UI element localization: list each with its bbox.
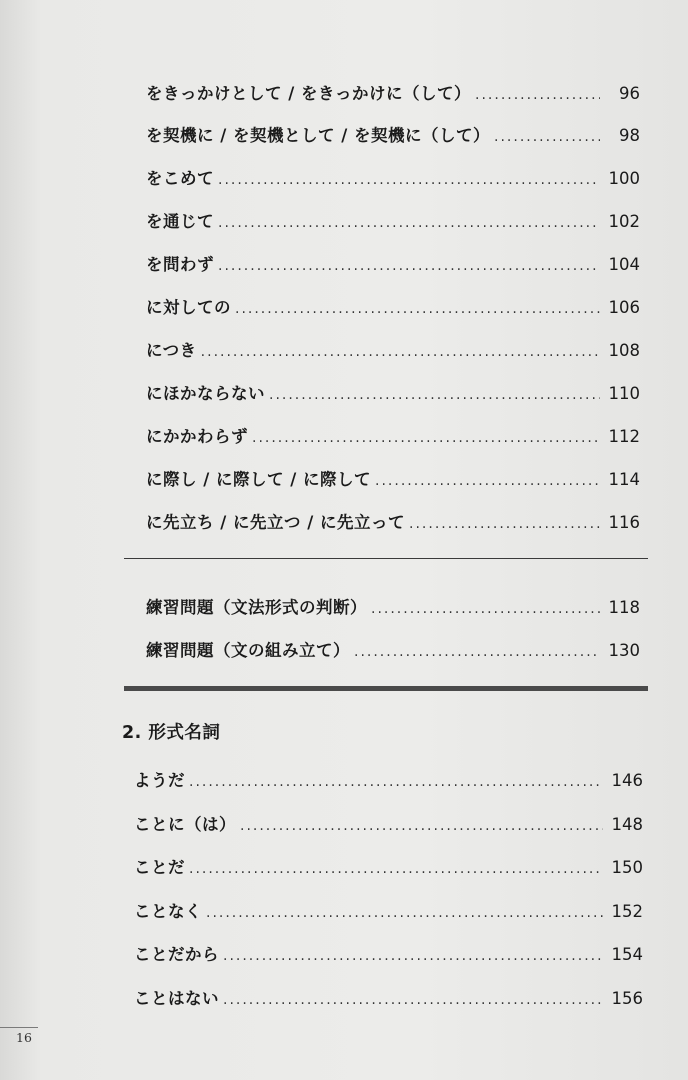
toc-entry-label: ことだから xyxy=(134,945,219,964)
section-divider xyxy=(124,558,648,559)
toc-entry-label: ことなく xyxy=(134,902,202,921)
section-heading: 2. 形式名詞 xyxy=(122,723,221,743)
dot-leader xyxy=(409,516,600,532)
toc-entry-page: 156 xyxy=(611,989,643,1008)
dot-leader xyxy=(206,905,603,921)
toc-entry-page: 108 xyxy=(608,341,640,360)
dot-leader xyxy=(371,601,600,617)
toc-entry-page: 152 xyxy=(611,902,643,921)
dot-leader xyxy=(494,129,600,145)
toc-entry xyxy=(134,767,643,791)
footer-rule xyxy=(0,1027,38,1028)
page-number: 16 xyxy=(16,1030,32,1045)
toc-entry-label: ことに（は） xyxy=(134,815,236,834)
toc-entry xyxy=(146,208,640,232)
toc-entry xyxy=(146,80,640,104)
toc-entry-page: 100 xyxy=(608,169,640,188)
toc-entry-label: に先立ち / に先立つ / に先立って xyxy=(146,513,406,532)
toc-entry xyxy=(146,594,640,618)
dot-leader xyxy=(475,87,600,103)
dot-leader xyxy=(201,344,600,360)
toc-entry-page: 150 xyxy=(611,858,643,877)
toc-entry xyxy=(146,423,640,447)
toc-entry-label: にかかわらず xyxy=(146,427,248,446)
toc-entry xyxy=(134,941,643,965)
toc-entry-label: を通じて xyxy=(146,212,214,231)
toc-entry-page: 116 xyxy=(608,513,640,532)
dot-leader xyxy=(240,818,603,834)
dot-leader xyxy=(269,387,600,403)
toc-entry xyxy=(146,337,640,361)
toc-entry-label: 練習問題（文の組み立て） xyxy=(146,641,350,660)
toc-entry-page: 114 xyxy=(608,470,640,489)
toc-entry-label: ことだ xyxy=(134,858,185,877)
toc-entry-page: 146 xyxy=(611,771,643,790)
dot-leader xyxy=(218,172,600,188)
toc-entry-page: 118 xyxy=(608,598,640,617)
dot-leader xyxy=(354,644,600,660)
toc-entry xyxy=(134,985,643,1009)
toc-entry xyxy=(146,294,640,318)
toc-entry xyxy=(146,251,640,275)
dot-leader xyxy=(189,774,603,790)
toc-entry-label: をきっかけとして / をきっかけに（して） xyxy=(146,84,472,103)
dot-leader xyxy=(189,861,603,877)
toc-entry-page: 98 xyxy=(619,126,640,145)
dot-leader xyxy=(223,992,603,1008)
toc-entry-page: 110 xyxy=(608,384,640,403)
toc-entry-label: ことはない xyxy=(134,989,219,1008)
dot-leader xyxy=(218,215,600,231)
dot-leader xyxy=(223,948,603,964)
toc-entry-page: 112 xyxy=(608,427,640,446)
dot-leader xyxy=(252,430,600,446)
dot-leader xyxy=(218,258,600,274)
toc-entry-page: 104 xyxy=(608,255,640,274)
toc-entry xyxy=(146,466,640,490)
toc-entry xyxy=(134,854,643,878)
toc-entry-label: を問わず xyxy=(146,255,214,274)
toc-entry-label: にほかならない xyxy=(146,384,265,403)
toc-entry-label: 練習問題（文法形式の判断） xyxy=(146,598,367,617)
toc-entry-page: 106 xyxy=(608,298,640,317)
toc-entry xyxy=(134,811,643,835)
toc-entry-label: に際し / に際して / に際して xyxy=(146,470,372,489)
toc-entry-page: 96 xyxy=(619,84,640,103)
toc-entry xyxy=(134,898,643,922)
toc-entry-page: 154 xyxy=(611,945,643,964)
toc-entry xyxy=(146,122,640,146)
toc-entry-page: 148 xyxy=(611,815,643,834)
toc-entry xyxy=(146,165,640,189)
toc-entry xyxy=(146,509,640,533)
dot-leader xyxy=(375,473,600,489)
toc-entry-label: につき xyxy=(146,341,197,360)
toc-entry-label: をこめて xyxy=(146,169,214,188)
toc-entry xyxy=(146,380,640,404)
toc-entry-page: 102 xyxy=(608,212,640,231)
toc-entry-label: を契機に / を契機として / を契機に（して） xyxy=(146,126,491,145)
toc-entry-label: に対しての xyxy=(146,298,231,317)
toc-entry-page: 130 xyxy=(608,641,640,660)
toc-entry xyxy=(146,637,640,661)
chapter-divider xyxy=(124,686,648,691)
toc-entry-label: ようだ xyxy=(134,771,185,790)
dot-leader xyxy=(235,301,600,317)
